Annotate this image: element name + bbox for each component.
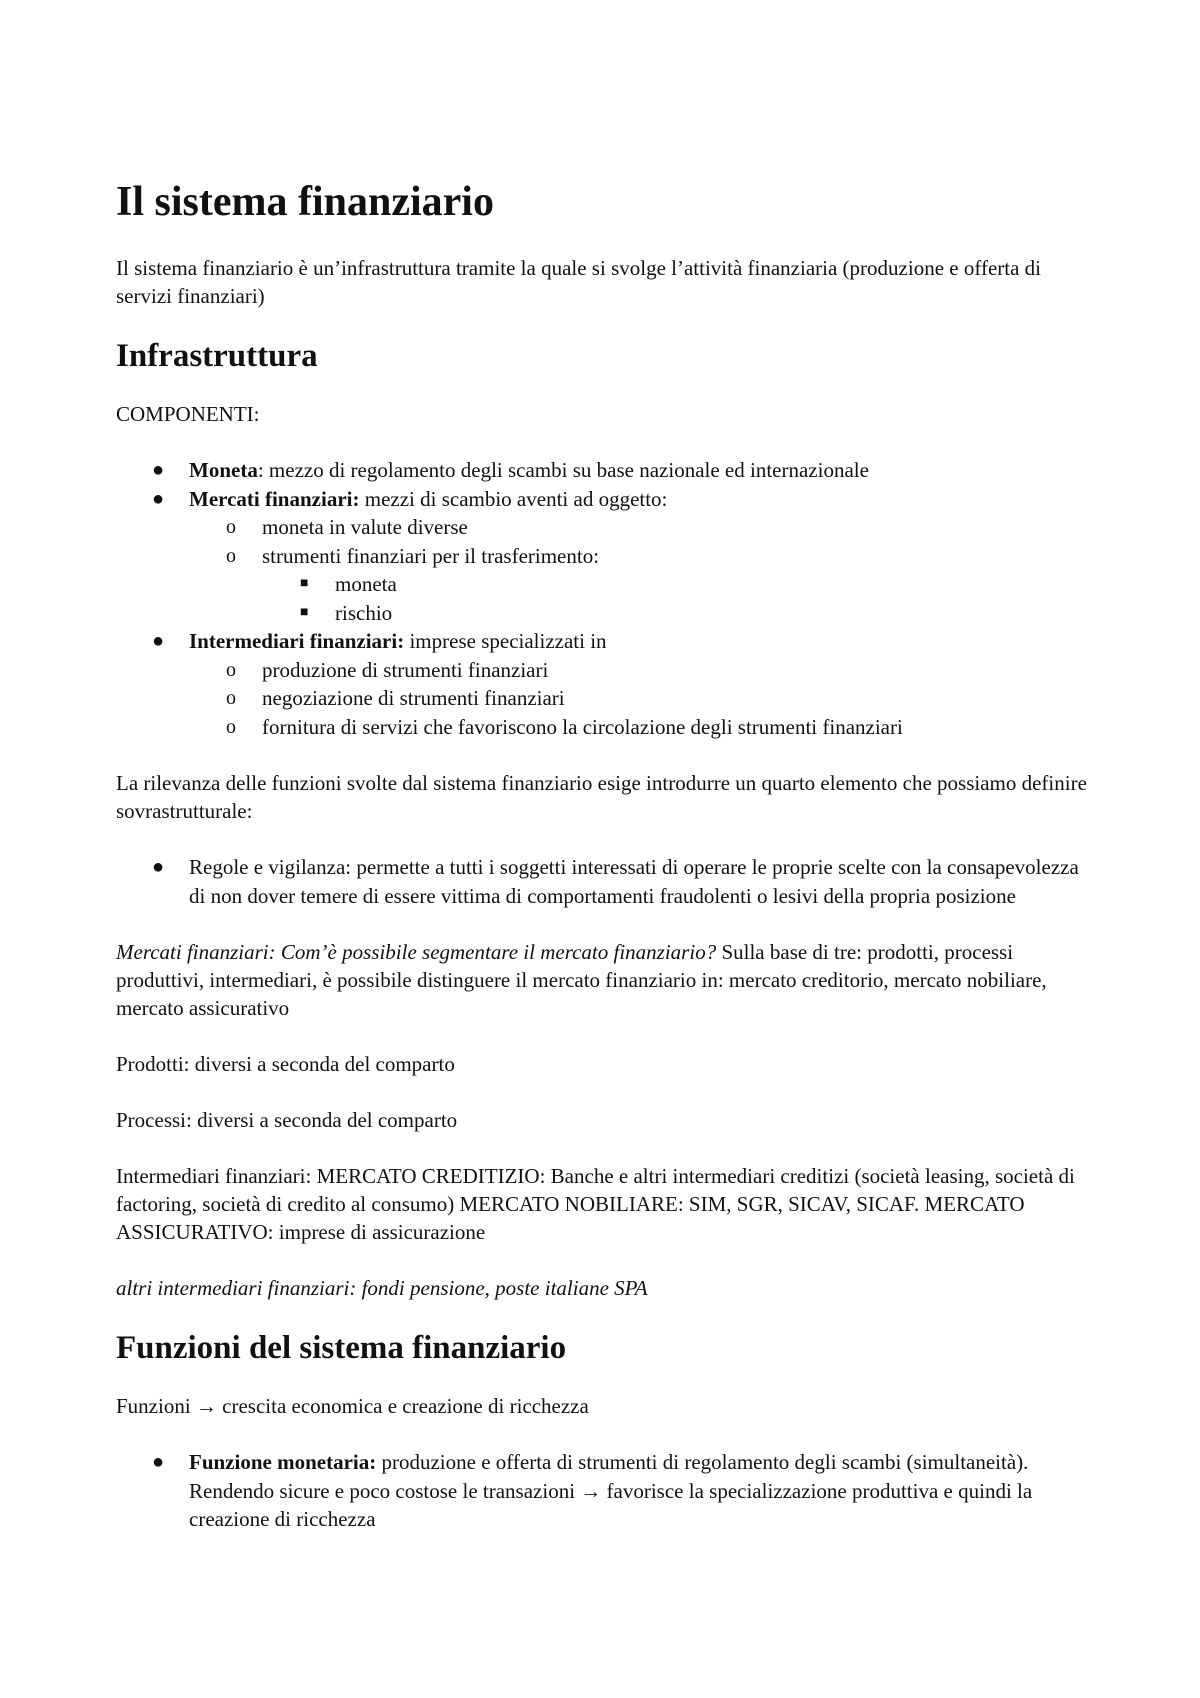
square-bullet-icon: ■ [300, 576, 309, 591]
sub-sublist [262, 570, 1096, 627]
list-item [116, 485, 1096, 628]
list-item [116, 853, 1096, 910]
bullet-icon: ● [152, 487, 165, 510]
item-text: strumenti finanziari per il trasferimento: [262, 543, 600, 568]
item-text: mezzi di scambio aventi ad oggetto: [359, 486, 668, 511]
item-text: moneta in valute diverse [262, 515, 468, 539]
square-bullet-icon: ■ [300, 604, 309, 620]
item-text: negoziazione di strumenti finanziari [262, 686, 565, 710]
circle-bullet-icon: o [226, 516, 236, 538]
intro-paragraph: Il sistema finanziario è un’infrastruttura tramite la quale si svolge l’attività finanziaria (produzione e offerta di servizi finanziari) [116, 256, 1042, 308]
functions-list [116, 1448, 1096, 1534]
markets-question: Mercati finanziari: Com’è possibile segmentare il mercato finanziario? [116, 940, 717, 964]
markets-answer: Sulla base di tre: prodotti, processi produttivi, intermediari, è possibile distinguere il mercato finanziario in: mercato creditorio, mercato nobiliare, mercato assicurativo [116, 940, 1047, 1020]
item-text: produzione di strumenti finanziari [262, 657, 549, 682]
components-list [116, 456, 1096, 741]
circle-bullet-icon: o [226, 544, 236, 567]
circle-bullet-icon: o [226, 687, 236, 709]
functions-paragraph: Funzioni → crescita economica e creazione di ricchezza [116, 1394, 589, 1418]
document-content [116, 178, 1096, 1534]
list-item [189, 713, 1096, 742]
intermediaries-paragraph: Intermediari finanziari: MERCATO CREDITIZIO: Banche e altri intermediari creditizi (società leasing, società di factoring, società di credito al consumo) MERCATO NOBILIARE: SIM, SGR, SICAV, SICAF. MERCATO ASSICURATIVO: imprese di assicurazione [116, 1164, 1075, 1244]
list-item [189, 656, 1096, 685]
markets-segmentation-paragraph [116, 938, 1096, 1022]
sublist [189, 656, 1096, 742]
term-mercati-finanziari: Mercati finanziari: [189, 486, 360, 511]
components-label: COMPONENTI: [116, 402, 260, 426]
term-funzione-monetaria: Funzione monetaria: [189, 1450, 377, 1474]
bullet-icon: ● [152, 630, 165, 652]
page-title: Il sistema finanziario [116, 179, 494, 225]
term-intermediari-finanziari: Intermediari finanziari: [189, 629, 405, 653]
section-heading-infrastruttura: Infrastruttura [116, 338, 318, 374]
section-heading-funzioni: Funzioni del sistema finanziario [116, 1330, 567, 1366]
item-text: moneta [335, 572, 397, 596]
circle-bullet-icon: o [226, 658, 236, 681]
processes-paragraph: Processi: diversi a seconda del comparto [116, 1108, 458, 1132]
list-item [116, 627, 1096, 741]
sublist [189, 513, 1096, 627]
term-moneta: Moneta [189, 458, 258, 482]
bullet-icon: ● [152, 856, 165, 878]
products-paragraph: Prodotti: diversi a seconda del comparto [116, 1052, 455, 1076]
item-text: : mezzo di regolamento degli scambi su base nazionale ed internazionale [257, 458, 869, 482]
relevance-paragraph: La rilevanza delle funzioni svolte dal sistema finanziario esige introdurre un quarto elemento che possiamo definire sovrastrutturale: [116, 771, 1087, 823]
item-text: rischio [335, 600, 393, 625]
other-intermediaries-paragraph [116, 1274, 1096, 1302]
superstructure-list [116, 853, 1096, 910]
other-intermediaries-text: altri intermediari finanziari: fondi pensione, poste italiane SPA [116, 1276, 648, 1300]
item-text: produzione e offerta di strumenti di regolamento degli scambi (simultaneità). Rendendo sicure e poco costose le transazioni → favorisce la specializzazione produttiva e quindi la creazione di ricchezza [189, 1450, 1033, 1531]
bullet-icon: ● [152, 459, 165, 481]
item-text: fornitura di servizi che favoriscono la circolazione degli strumenti finanziari [262, 714, 903, 739]
list-item [116, 1448, 1096, 1534]
list-item [262, 599, 1096, 628]
list-item [189, 542, 1096, 628]
circle-bullet-icon: o [226, 715, 236, 738]
item-text: imprese specializzati in [404, 629, 607, 653]
bullet-icon: ● [152, 1451, 165, 1473]
list-item [262, 570, 1096, 599]
list-item [189, 684, 1096, 713]
list-item [189, 513, 1096, 542]
item-text: Regole e vigilanza: permette a tutti i soggetti interessati di operare le proprie scelte con la consapevolezza di non dover temere di essere vittima di comportamenti fraudolenti o lesivi della propria posizione [189, 855, 1079, 908]
list-item [116, 456, 1096, 485]
